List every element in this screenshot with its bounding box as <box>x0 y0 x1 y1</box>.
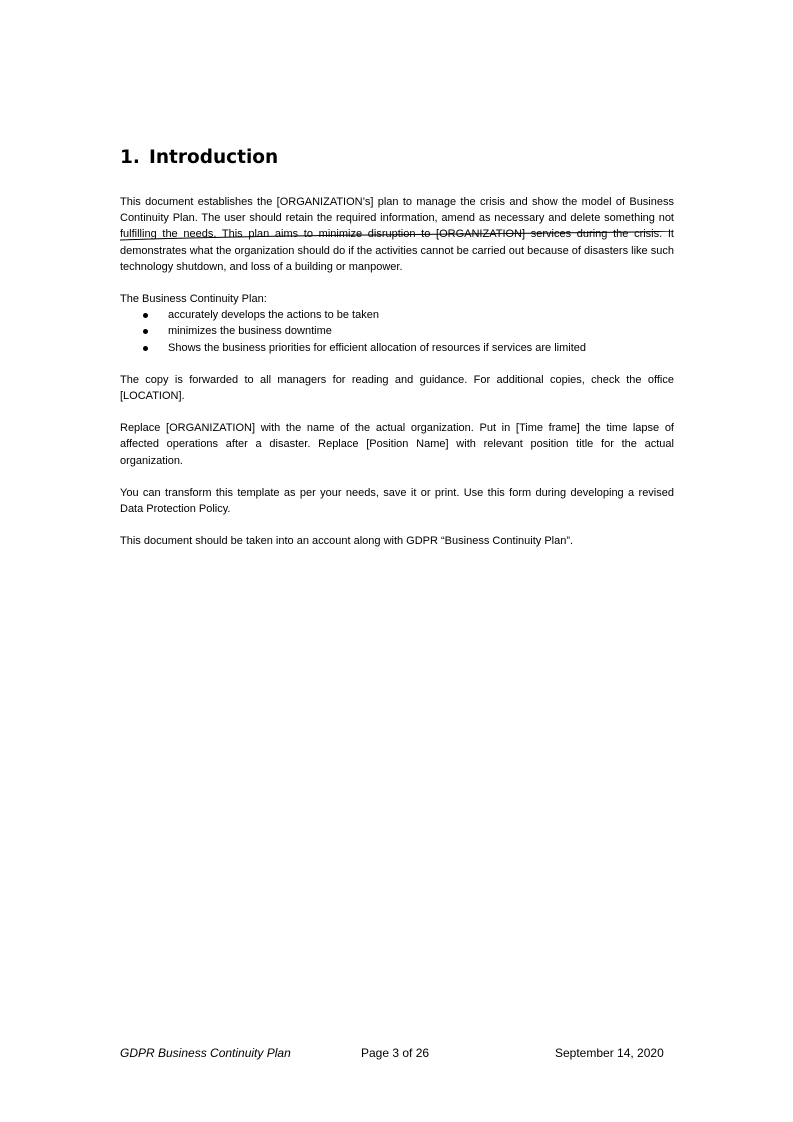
footer-page-number: Page 3 of 26 <box>361 1046 430 1060</box>
page-footer <box>0 1045 793 1061</box>
intro-paragraph: This document establishes the [ORGANIZATION’s] plan to manage the crisis and show the model of Business Continuity Plan. The user should retain the required information, amend as necessary and delete something not fulfilling the needs. This plan aims to minimize disruption to [ORGANIZATION] services during the crisis. It demonstrates what the organization should do if the activities cannot be carried out because of disasters like such technology shutdown, and loss of a building or manpower. <box>120 196 674 273</box>
section-number: 1. <box>120 147 140 168</box>
list-intro: The Business Continuity Plan: <box>120 293 267 306</box>
bullet-item <box>120 323 674 339</box>
bullet-item <box>120 340 674 356</box>
bullet-dot-icon <box>143 313 148 318</box>
bullet-dot-icon <box>143 346 148 351</box>
bullet-text: accurately develops the actions to be taken <box>168 309 379 322</box>
transform-paragraph: You can transform this template as per your needs, save it or print. Use this form during developing a revised Data Protection Policy. <box>120 486 674 516</box>
bullet-item <box>120 307 674 323</box>
bullet-dot-icon <box>143 329 148 334</box>
intro-paragraph-wrap <box>120 194 674 275</box>
bullet-text: Shows the business priorities for efficient allocation of resources if services are limited <box>168 341 586 354</box>
section-title: Introduction <box>149 147 279 168</box>
footer-doc-title: GDPR Business Continuity Plan <box>120 1046 291 1060</box>
section-heading <box>120 146 674 170</box>
replace-paragraph: Replace [ORGANIZATION] with the name of the actual organization. Put in [Time frame] the time lapse of affected operations after a disaster. Replace [Position Name] with relevant position title for the actual organization. <box>120 422 674 467</box>
page-content <box>120 146 674 565</box>
gdpr-paragraph: This document should be taken into an account along with GDPR “Business Continuity Plan”. <box>120 535 574 548</box>
bullet-list <box>120 307 674 356</box>
footer-date: September 14, 2020 <box>555 1046 664 1060</box>
bullet-text: minimizes the business downtime <box>168 325 332 338</box>
copy-paragraph: The copy is forwarded to all managers for reading and guidance. For additional copies, check the office [LOCATION]. <box>120 373 674 403</box>
